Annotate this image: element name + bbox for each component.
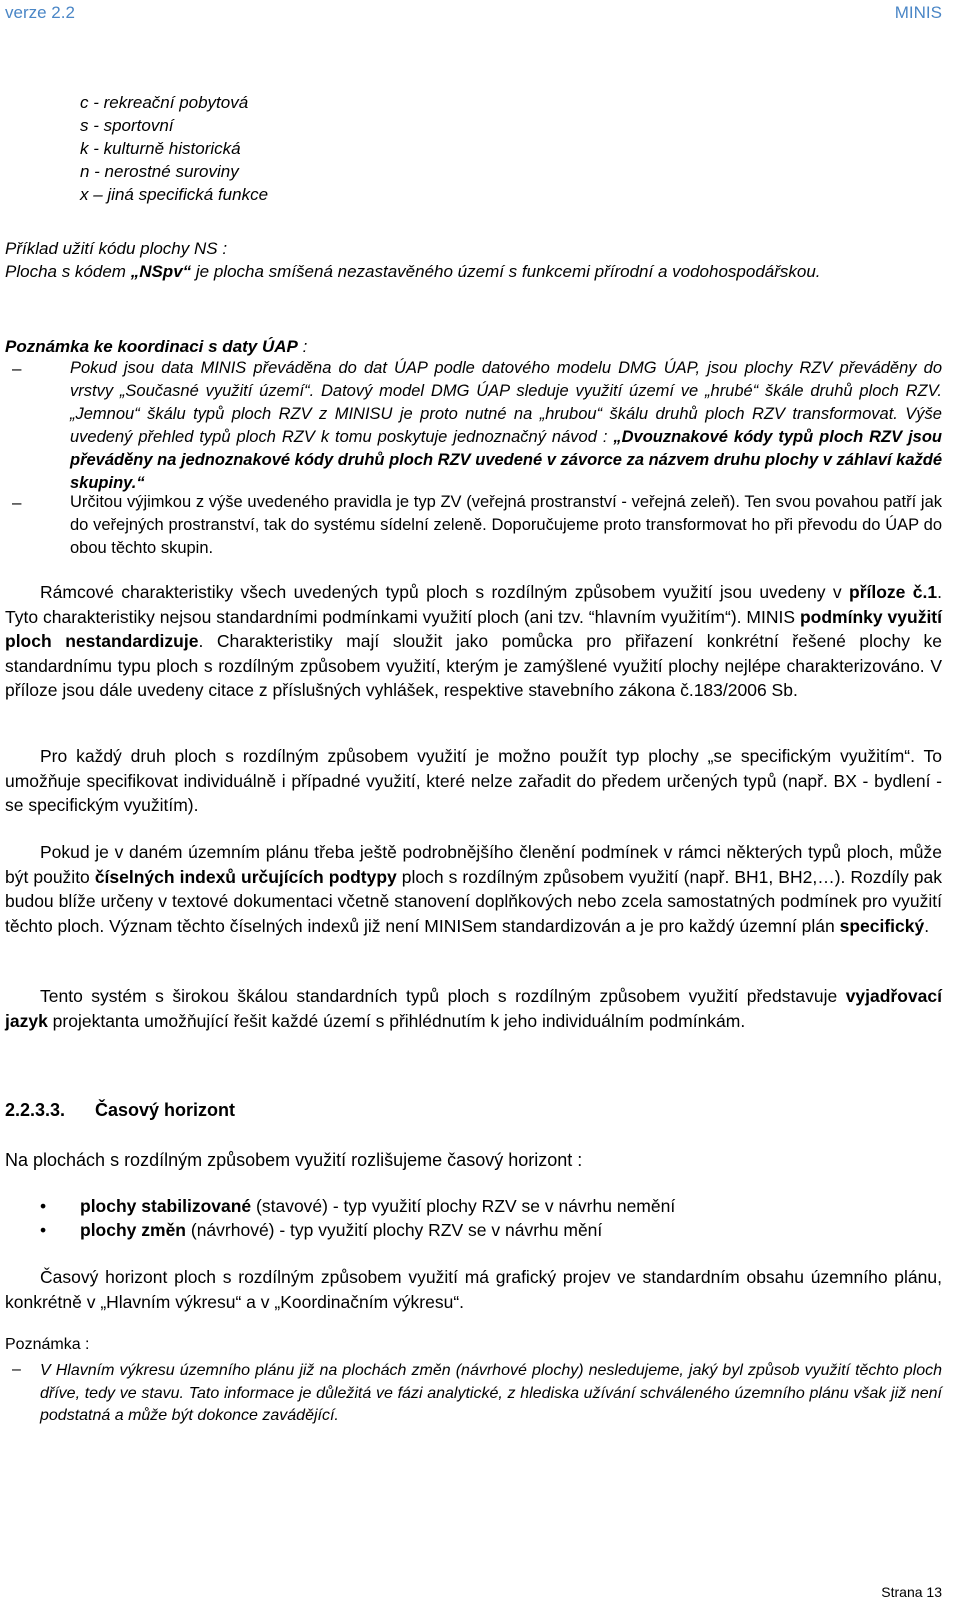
page-number: Strana 13 [881, 1584, 942, 1600]
version-label: verze 2.2 [5, 3, 75, 22]
dash-marker: – [12, 359, 22, 378]
coordination-note-heading: Poznámka ke koordinaci s daty ÚAP : [5, 337, 308, 356]
product-label: MINIS [894, 3, 942, 22]
code-item: c - rekreační pobytová [80, 93, 249, 112]
dash-marker: – [12, 493, 22, 512]
dash-marker: – [12, 1361, 21, 1378]
paragraph: Tento systém s širokou škálou standardních typů ploch s rozdílným způsobem využití představuje vyjadřovací jazyk projektanta umožňující řešit každé území s přihlédnutím k jeho individuálním podmínkám. [5, 986, 942, 1031]
note-item: Určitou výjimkou z výše uvedeného pravidla je typ ZV (veřejná prostranství - veřejná zeleň). Ten svou povahou patří jak do veřejných prostranství, tak do systému sídelní zeleně. Doporučujeme proto transformovat ho při převodu do ÚAP do obou těchto skupin. [70, 493, 942, 557]
note-heading: Poznámka : [5, 1336, 90, 1353]
list-item: plochy změn (návrhové) - typ využití plochy RZV se v návrhu mění [80, 1220, 603, 1240]
code-item: k - kulturně historická [80, 139, 241, 158]
code-item: s - sportovní [80, 116, 174, 135]
conversion-rule: „Dvouznakové kódy typů ploch RZV jsou převáděny na jednoznakové kódy druhů ploch RZV uvedené v závorce za názvem druhu plochy v záhlaví každé skupiny.“ [70, 428, 943, 492]
list-item: plochy stabilizované (stavové) - typ využití plochy RZV se v návrhu nemění [80, 1196, 676, 1216]
section-number: 2.2.3.3. [5, 1100, 66, 1120]
example-body: Plocha s kódem „NSpv“ je plocha smíšená nezastavěného území s funkcemi přírodní a vodohospodářskou. [5, 262, 821, 281]
paragraph: Rámcové charakteristiky všech uvedených typů ploch s rozdílným způsobem využití jsou uvedeny v příloze č.1. Tyto charakteristiky nejsou standardními podmínkami využití ploch (ani tzv. “hlavním využitím“). MINIS podmínky využití ploch nestandardizuje. Charakteristiky mají sloužit jako pomůcka pro přiřazení konkrétní řešené plochy ke standardnímu typu ploch s rozdílným způsobem využití, kterým je zamýšlené využití plochy nejlépe charakterizováno. V příloze jsou dále uvedeny citace z příslušných vyhlášek, respektive stavebního zákona č.183/2006 Sb. [5, 582, 943, 700]
section-title: Časový horizont [95, 1100, 236, 1120]
paragraph: Časový horizont ploch s rozdílným způsobem využití má grafický projev ve standardním obsahu územního plánu, konkrétně v „Hlavním výkresu“ a v „Koordinačním výkresu“. [5, 1267, 942, 1312]
section-intro: Na plochách s rozdílným způsobem využití rozlišujeme časový horizont : [5, 1150, 583, 1170]
function-code-list [80, 91, 480, 206]
code-item: n - nerostné suroviny [80, 162, 239, 181]
code-item: x – jiná specifická funkce [80, 185, 269, 204]
bullet-icon: • [40, 1196, 47, 1216]
example-title: Příklad užití kódu plochy NS : [5, 239, 228, 258]
paragraph: Pro každý druh ploch s rozdílným způsobem využití je možno použít typ plochy „se specifickým využitím“. To umožňuje specifikovat individuálně i případné využití, které nelze zařadit do předem určených typů (např. BX - bydlení - se specifickým využitím). [5, 746, 942, 815]
bullet-icon: • [40, 1220, 47, 1240]
note-item: Pokud jsou data MINIS převáděna do dat ÚAP podle datového modelu DMG ÚAP, jsou plochy RZV převáděny do vrstvy „Současné využití území“. Datový model DMG ÚAP sleduje využití území ve „hrubé“ škále druhů ploch RZV. „Jemnou“ škálu typů ploch RZV z MINISU je proto nutné na „hrubou“ škálu druhů ploch RZV transformovat. Výše uvedený přehled typů ploch RZV k tomu poskytuje jednoznačný návod : „Dvouznakové kódy typů ploch RZV jsou převáděny na jednoznakové kódy druhů ploch RZV uvedené v závorce za názvem druhu plochy v záhlaví každé skupiny.“ [70, 359, 943, 492]
example-code: „NSpv“ [130, 262, 192, 281]
note-text: V Hlavním výkresu územního plánu již na plochách změn (návrhové plochy) nesledujeme, jaký byl způsob využití těchto ploch dříve, tedy ve stavu. Tato informace je důležitá ve fázi analytické, z hlediska užívání schváleného územního plánu však již není podstatná a může být dokonce zavádějící. [40, 1362, 942, 1424]
paragraph: Pokud je v daném územním plánu třeba ještě podrobnějšího členění podmínek v rámci některých typů ploch, může být použito číselných indexů určujících podtypy ploch s rozdílným způsobem využití (např. BH1, BH2,…). Rozdíly pak budou blíže určeny v textové dokumentaci včetně stanovení doplňkových nebo zcela samostatných podmínek pro využití těchto ploch. Význam těchto číselných indexů již není MINISem standardizován a je pro každý územní plán specifický. [5, 842, 942, 936]
